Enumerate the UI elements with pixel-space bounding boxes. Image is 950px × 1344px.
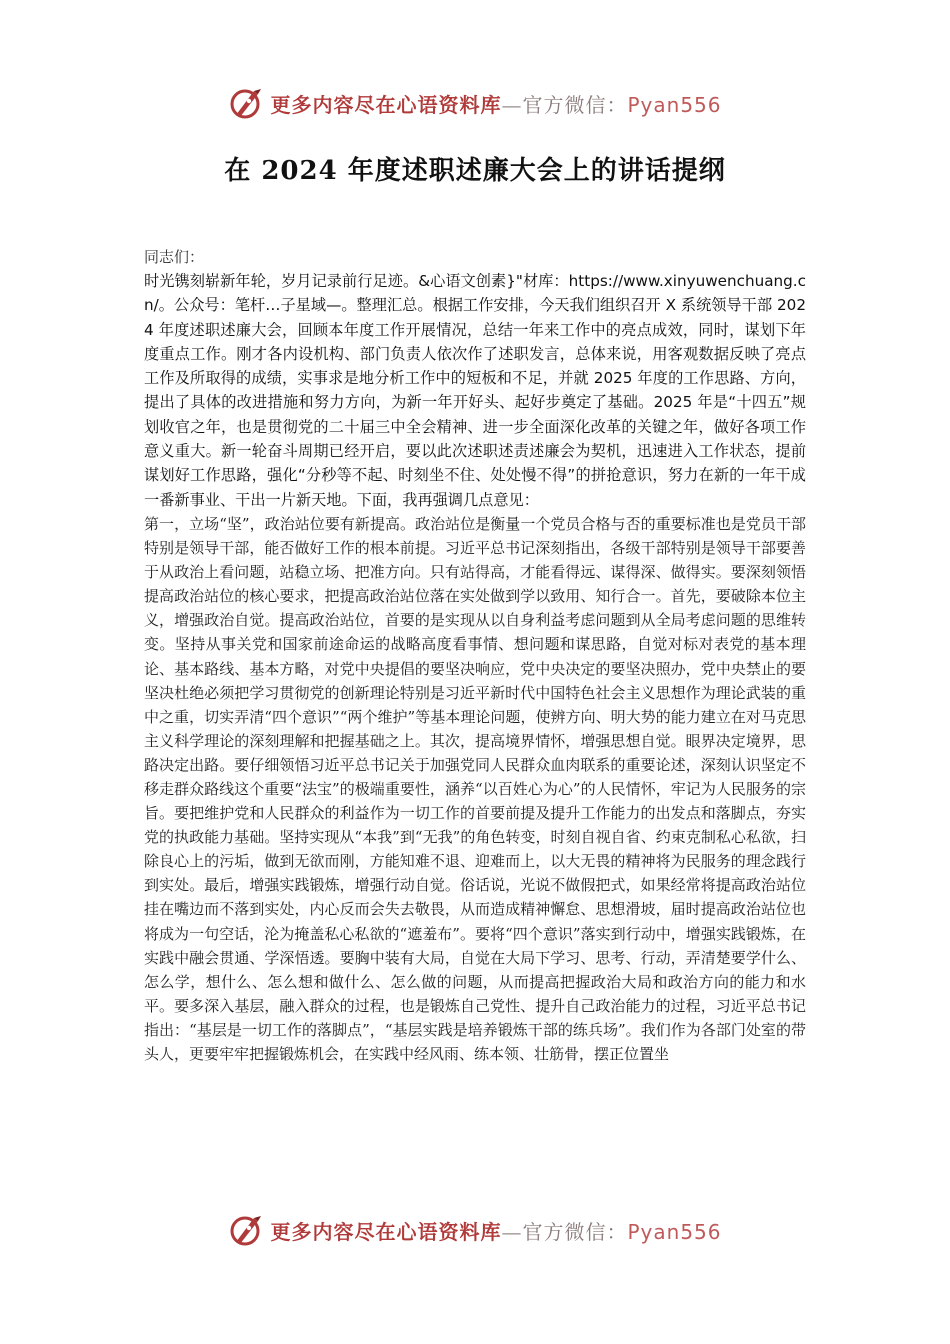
watermark-wechat-label: 官方微信： (522, 92, 628, 117)
intro-paragraph: 时光镌刻崭新年轮，岁月记录前行足迹。&心语文创素}"材库：https://www.xinyuwenchuang.cn/。公众号：笔杆…子星域—。整理汇总。根据工作安排，今天我们组织召开 X 系统领导干部 2024 年度述职述廉大会，回顾本年度工作开展情况，总结一年来工作中的亮点成效，同时，谋划下年度重点工作。刚才各内设机构、部门负责人依次作了述职发言，总体来说，用客观数据反映了亮点工作及所取得的成绩，实事求是地分析工作中的短板和不足，并就 2025 年度的工作思路、方向，提出了具体的改进措施和努力方向，为新一年开好头、起好步奠定了基础。2025 年是“十四五”规划收官之年，也是贯彻党的二十届三中全会精神、进一步全面深化改革的关键之年，做好各项工作意义重大。新一轮奋斗周期已经开启，要以此次述职述责述廉会为契机，迅速进入工作状态，提前谋划好工作思路，强化“分秒等不起、时刻坐不住、处处慢不得”的拼抢意识，努力在新的一年干成一番新事业、干出一片新天地。下面，我再强调几点意见： (144, 272, 806, 509)
document-title: 在 2024 年度述职述廉大会上的讲话提纲 (224, 156, 726, 186)
point-one-paragraph: 第一，立场“坚”，政治站位要有新提高。政治站位是衡量一个党员合格与否的重要标准也是党员干部特别是领导干部，能否做好工作的根本前提。习近平总书记深刻指出，各级干部特别是领导干部要善于从政治上看问题，站稳立场、把准方向。只有站得高，才能看得远、谋得深、做得实。要深刻领悟提高政治站位的核心要求，把提高政治站位落在实处做到学以致用、知行合一。首先，要破除本位主义，增强政治自觉。提高政治站位，首要的是实现从以自身利益考虑问题到从全局考虑问题的思维转变。坚持从事关党和国家前途命运的战略高度看事情、想问题和谋思路，自觉对标对表党的基本理论、基本路线、基本方略，对党中央提倡的要坚决响应，党中央决定的要坚决照办，党中央禁止的要坚决杜绝必须把学习贯彻党的创新理论特别是习近平新时代中国特色社会主义思想作为理论武装的重中之重，切实弄清“四个意识”“两个维护”等基本理论问题，使辨方向、明大势的能力建立在对马克思主义科学理论的深刻理解和把握基础之上。其次，提高境界情怀，增强思想自觉。眼界决定境界，思路决定出路。要仔细领悟习近平总书记关于加强党同人民群众血肉联系的重要论述，深刻认识坚定不移走群众路线这个重要“法宝”的极端重要性，涵养“以百姓心为心”的人民情怀，牢记为人民服务的宗旨。要把维护党和人民群众的利益作为一切工作的首要前提及提升工作能力的出发点和落脚点，夯实党的执政能力基础。坚持实现从“本我”到“无我”的角色转变，时刻自视自省、约束克制私心私欲，扫除良心上的污垢，做到无欲而刚，方能知难不退、迎难而上，以大无畏的精神将为民服务的理念践行到实处。最后，增强实践锻炼，增强行动自觉。俗话说，光说不做假把式，如果经常将提高政治站位挂在嘴边而不落到实处，内心反而会失去敬畏，从而造成精神懈怠、思想滑坡，届时提高政治站位也将成为一句空话，沦为掩盖私心私欲的“遮羞布”。要将“四个意识”落实到行动中，增强实践锻炼，在实践中融会贯通、学深悟透。要胸中装有大局，自觉在大局下学习、思考、行动，弄清楚要学什么、怎么学，想什么、怎么想和做什么、怎么做的问题，从而提高把握政治大局和政治方向的能力和水平。要多深入基层，融入群众的过程，也是锻炼自己党性、提升自己政治能力的过程，习近平总书记指出：“基层是一切工作的落脚点”，“基层实践是培养锻炼干部的练兵场”。我们作为各部门处室的带头人，更要牢牢把握锻炼机会，在实践中经风雨、练本领、壮筋骨，摆正位置坐 (144, 514, 806, 1064)
watermark-text (270, 89, 721, 118)
watermark-dash: — (501, 92, 523, 117)
watermark-dash: — (501, 1219, 523, 1244)
header-watermark-banner (0, 83, 950, 123)
greeting: 同志们： (144, 248, 205, 266)
watermark-wechat-id: Pyan556 (627, 1219, 722, 1244)
watermark-wechat-label: 官方微信： (522, 1219, 628, 1244)
watermark-main: 更多内容尽在心语资料库 (270, 92, 502, 117)
watermark-wechat-id: Pyan556 (627, 92, 722, 117)
document-body (144, 245, 806, 1144)
watermark-main: 更多内容尽在心语资料库 (270, 1219, 502, 1244)
pen-circle-logo-icon (228, 85, 264, 121)
watermark-text (270, 1216, 721, 1245)
footer-watermark-banner (0, 1210, 950, 1250)
pen-circle-logo-icon (228, 1212, 264, 1248)
